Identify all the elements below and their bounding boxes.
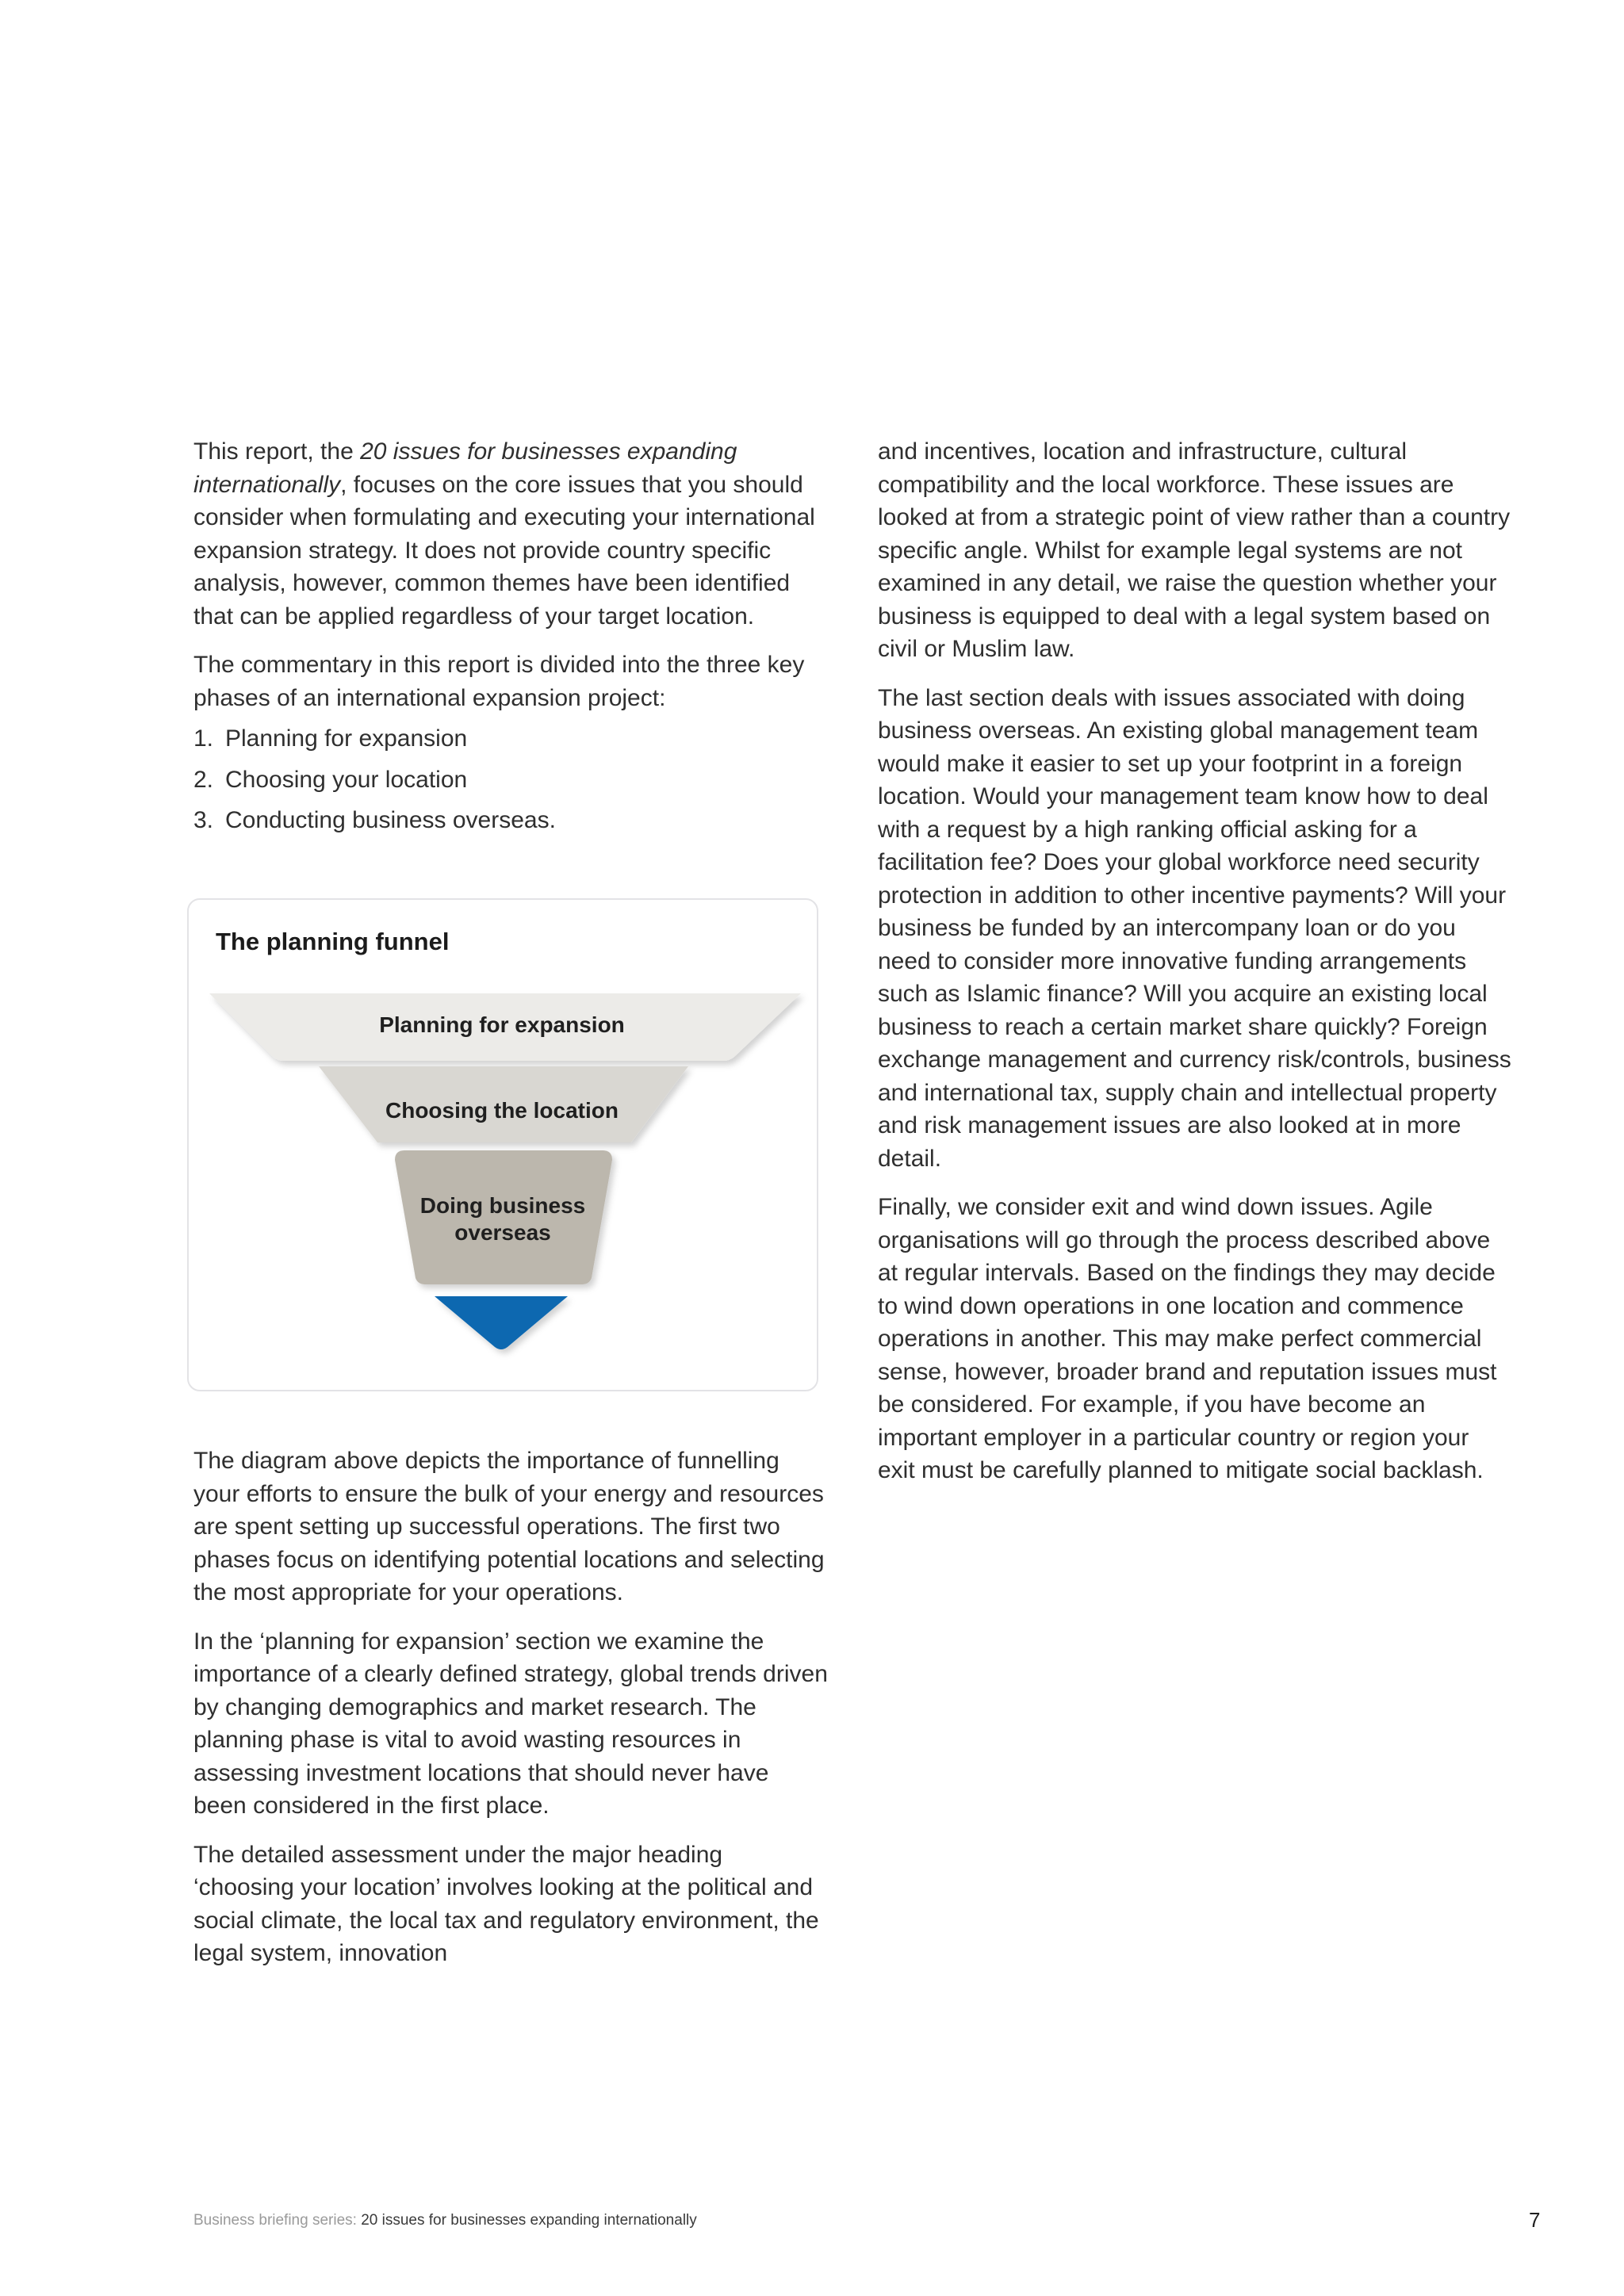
funnel-arrow-down-icon [435,1296,568,1349]
list-item-label: Conducting business overseas. [225,807,556,833]
right-column [878,435,1512,1503]
paragraph: In the ‘planning for expansion’ section we examine the importance of a clearly defined strategy, global trends driven by changing demographics and market research. The planning phase is vital to avoid wasting resources in assessing investment locations that should never have been considered in the first place. [193,1628,828,1819]
footer-series: Business briefing series: [193,2212,362,2229]
paragraph: The last section deals with issues associated with doing business overseas. An existing global management team would make it easier to set up your footprint in a foreign location. Would your management team know how to deal with a request by a high ranking official asking for a facilitation fee? Does your global workforce need security protection in addition to other incentive payments? Will your business be funded by an intercompany loan or do you need to consider more innovative funding arrangements such as Islamic finance? Will you acquire an existing local business to reach a certain market share quickly? Foreign exchange management and currency risk/controls, business and international tax, supply chain and intellectual property and risk management issues are also looked at in more detail. [878,684,1511,1172]
funnel-stage-label-line: Doing business [419,1193,586,1218]
list-item-label: Choosing your location [225,766,468,793]
paragraph: and incentives, location and infrastructure, cultural compatibility and the local workforce. These issues are looked at from a strategic point of view rather than a country specific angle. Whilst for example legal systems are not examined in any detail, we raise the question whether your business is equipped to deal with a legal system based on civil or Muslim law. [878,438,1511,662]
phases-intro-paragraph: The commentary in this report is divided into the three key phases of an international expansion project: [193,652,805,711]
left-column-bottom [193,1445,828,1986]
phases-list [193,722,828,837]
footer-title: 20 issues for businesses expanding internationally [361,2212,697,2229]
intro-paragraph [193,435,828,633]
list-item-label: Planning for expansion [225,725,468,752]
footer [193,2212,697,2229]
paragraph: The diagram above depicts the importance of funnelling your efforts to ensure the bulk of your energy and resources are spent setting up successful operations. The first two phases focus on identifying potential locations and selecting the most appropriate for your operations. [193,1448,825,1605]
left-column-top [193,435,828,845]
list-item [193,763,828,797]
page-number: 7 [1529,2208,1541,2232]
paragraph: Finally, we consider exit and wind down issues. Agile organisations will go through the process described above at regular intervals. Based on the findings they may decide to wind down operations in one location and commence operations in another. This may make perfect commercial sense, however, broader brand and reputation issues must be considered. For example, if you have become an important employer in a particular country or region your exit must be carefully planned to mitigate social backlash. [878,1194,1497,1483]
intro-text-start: This report, the [193,438,361,465]
funnel-diagram [187,898,818,1391]
funnel-stage-label-line: overseas [454,1220,551,1245]
list-number: 1. [193,725,214,752]
list-item [193,804,828,837]
paragraph: The detailed assessment under the major heading ‘choosing your location’ involves looking at the political and social climate, the local tax and regulatory environment, the legal system, innovation [193,1841,819,1966]
funnel-title: The planning funnel [216,928,450,955]
funnel-stage-label: Planning for expansion [379,1012,625,1037]
intro-text-end: , focuses on the core issues that you should consider when formulating and executing your international expansion strategy. It does not provide country specific analysis, however, common themes have been identified that can be applied regardless of your target location. [193,471,815,629]
report-title-italic: 20 issues for businesses expanding internationally [193,438,737,498]
list-number: 2. [193,766,214,793]
funnel-stage-label [368,1192,638,1246]
funnel-stage-label: Choosing the location [385,1098,619,1123]
list-number: 3. [193,807,214,833]
list-item [193,722,828,756]
